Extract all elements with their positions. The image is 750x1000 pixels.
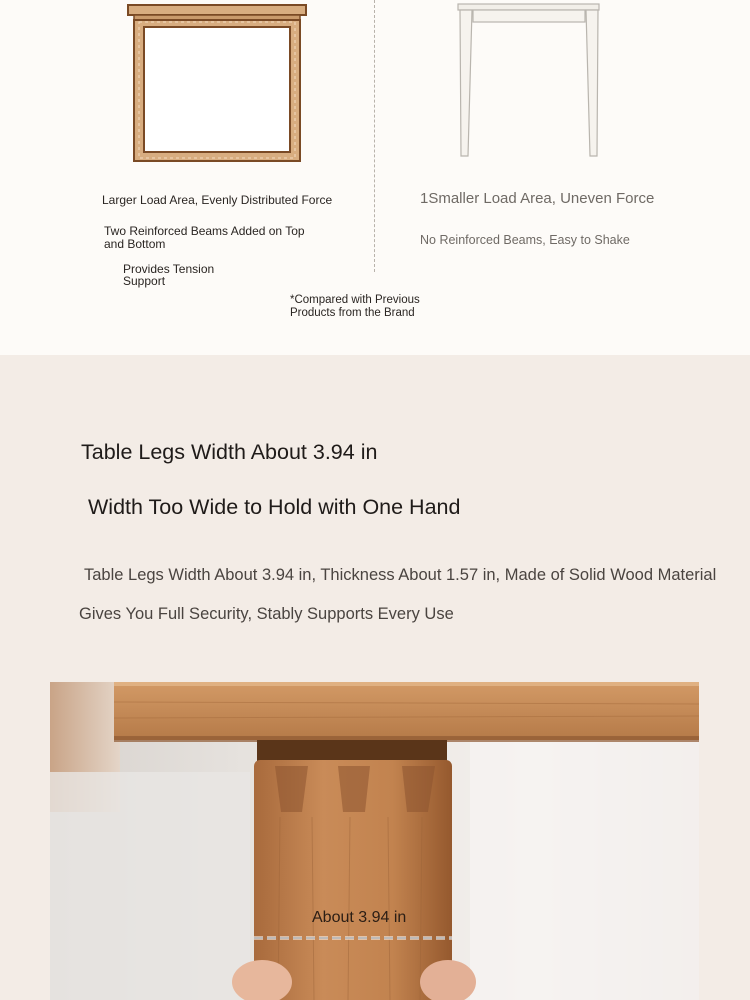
left-caption-tension: Provides Tension Support	[123, 262, 215, 288]
right-caption-load-area: 1Smaller Load Area, Uneven Force	[420, 190, 655, 207]
left-caption-load-area: Larger Load Area, Evenly Distributed Force	[102, 193, 333, 207]
body-dimensions: Table Legs Width About 3.94 in, Thickness About 1.57 in, Made of Solid Wood Material	[84, 566, 717, 584]
left-caption-beams: Two Reinforced Beams Added on Top and Bottom	[104, 224, 305, 251]
reinforced-frame-drawing	[128, 5, 306, 161]
table-leg-photo	[50, 682, 699, 1000]
reinforced-table-diagram	[0, 0, 750, 180]
headline-one-hand: Width Too Wide to Hold with One Hand	[88, 495, 461, 519]
apron-shadow	[257, 740, 447, 762]
plain-table-drawing	[458, 4, 599, 156]
comparison-divider	[374, 0, 375, 272]
comparison-section	[0, 0, 750, 355]
headline-leg-width: Table Legs Width About 3.94 in	[81, 440, 378, 464]
tabletop	[114, 682, 699, 742]
leg-width-label: About 3.94 in	[312, 909, 407, 926]
table-leg-illustration	[50, 682, 699, 1000]
comparison-footnote: *Compared with Previous Products from the Brand	[290, 294, 420, 319]
table-leg	[254, 760, 452, 1000]
right-caption-beams: No Reinforced Beams, Easy to Shake	[420, 233, 630, 247]
body-security: Gives You Full Security, Stably Supports Every Use	[79, 605, 454, 623]
